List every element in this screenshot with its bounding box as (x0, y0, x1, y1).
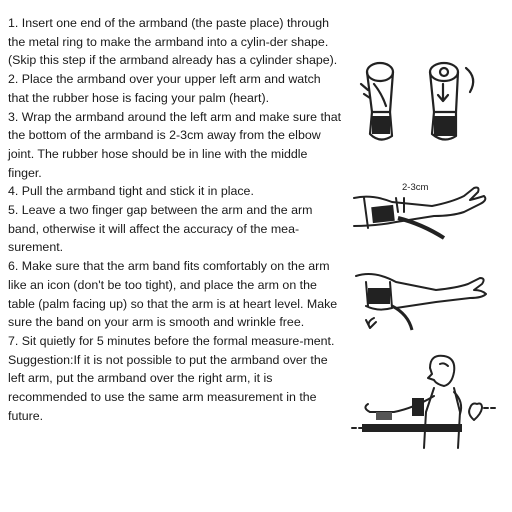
instruction-step-7: 7. Sit quietly for 5 minutes before the formal measure-ment. (8, 333, 335, 348)
instructions-text (8, 14, 344, 425)
armband-cylinder-icon (352, 54, 482, 154)
instruction-step-6: 6. Make sure that the arm band fits comfortably on the arm like an icon (don't be too tight), and place the arm on the table (palm facing up) so that the arm is at heart level. Make sure the band on your arm is smooth and wrinkle free. (8, 259, 338, 330)
elbow-distance-icon (352, 176, 492, 250)
instruction-step-5: 5. Leave a two finger gap between the arm and the arm band, otherwise it will affect the accuracy of the mea-surement. (8, 203, 313, 255)
seated-measurement-icon (350, 352, 496, 456)
instruction-step-2: 2. Place the armband over your upper left arm and watch that the rubber hose is facing your palm (heart). (8, 72, 321, 105)
suggestion-text: Suggestion:If it is not possible to put the armband over the left arm, put the armband over the right arm, it is recommended to use the same arm measurement in the future. (8, 352, 328, 423)
distance-label: 2-3cm (402, 182, 429, 193)
instruction-step-3: 3. Wrap the armband around the left arm and make sure that the bottom of the armband is 2-3cm away from the elbow joint. The rubber hose should be in line with the middle finger. (8, 109, 342, 180)
instruction-step-1: 1. Insert one end of the armband (the paste place) through the metal ring to make the armband into a cylin-der shape. (Skip this step if the armband already has a cylinder shape). (8, 16, 338, 68)
wrapped-arm-icon (352, 262, 492, 332)
instruction-step-4: 4. Pull the armband tight and stick it in place. (8, 184, 254, 199)
